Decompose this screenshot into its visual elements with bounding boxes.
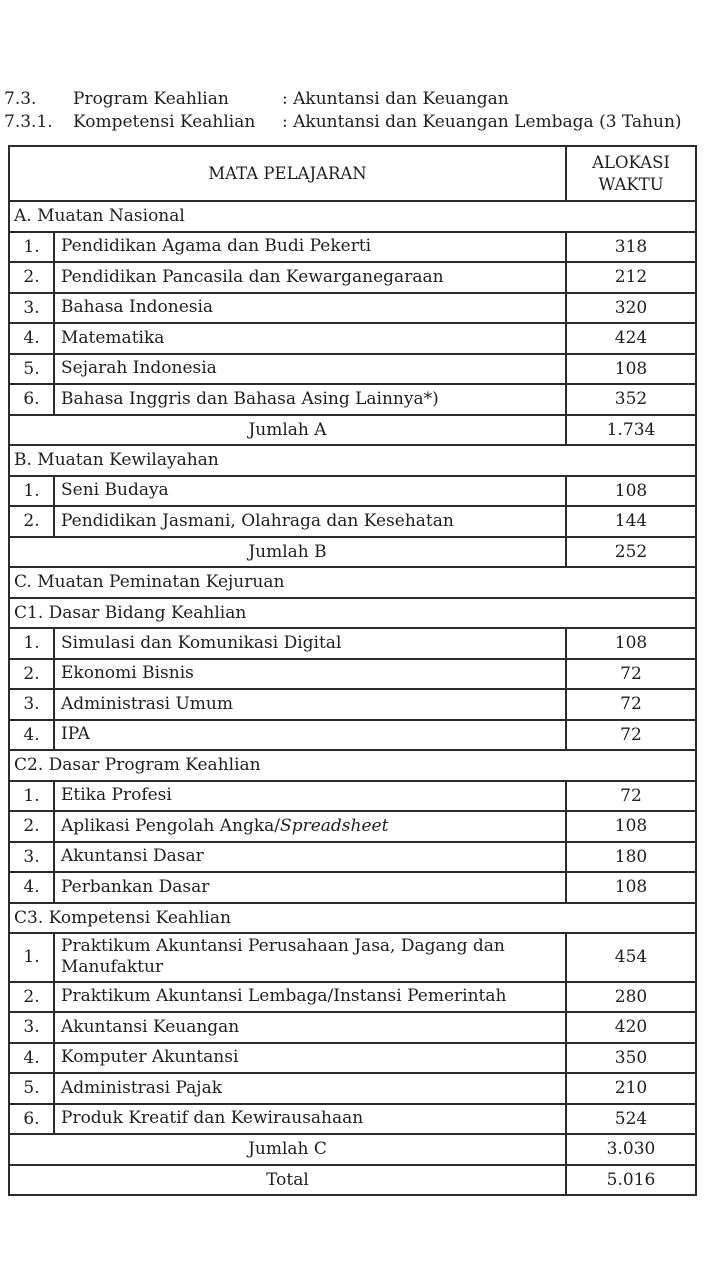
header-hours-text: ALOKASI WAKTU	[592, 153, 670, 194]
table-row	[10, 719, 695, 750]
row-subject: Praktikum Akuntansi Lembaga/Instansi Pemerintah	[61, 986, 507, 1007]
row-hours: 108	[565, 873, 695, 902]
section-title: A. Muatan Nasional	[14, 206, 185, 227]
section-row-c3	[10, 902, 695, 933]
row-subject: Bahasa Indonesia	[61, 297, 214, 318]
row-hours: 72	[565, 690, 695, 719]
row-number: 4.	[10, 324, 55, 353]
row-number: 2.	[10, 263, 55, 292]
row-subject: Bahasa Inggris dan Bahasa Asing Lainnya*)	[61, 388, 439, 409]
section-title: C1. Dasar Bidang Keahlian	[14, 602, 247, 623]
table-header-row	[10, 147, 695, 200]
row-hours: 318	[565, 233, 695, 262]
row-subject: Seni Budaya	[61, 480, 169, 501]
section-title: C2. Dasar Program Keahlian	[14, 755, 261, 776]
document-heading	[4, 88, 704, 134]
row-hours: 454	[565, 934, 695, 981]
row-subject: Pendidikan Jasmani, Olahraga dan Kesehatan	[61, 510, 454, 531]
row-hours: 280	[565, 983, 695, 1012]
table-row	[10, 322, 695, 353]
row-subject: Simulasi dan Komunikasi Digital	[61, 632, 342, 653]
table-row	[10, 1103, 695, 1134]
row-hours: 420	[565, 1013, 695, 1042]
table-row	[10, 1042, 695, 1073]
header-hours-cell	[565, 147, 695, 200]
section-row-c	[10, 566, 695, 597]
table-row	[10, 841, 695, 872]
grand-total-value: 5.016	[565, 1166, 695, 1195]
section-title: C. Muatan Peminatan Kejuruan	[14, 572, 285, 593]
row-subject: Pendidikan Agama dan Budi Pekerti	[61, 236, 372, 257]
heading-line-kompetensi-keahlian	[4, 111, 704, 134]
row-hours: 72	[565, 782, 695, 811]
row-subject: Aplikasi Pengolah Angka/ Spreadsheet	[61, 815, 389, 836]
row-hours: 108	[565, 812, 695, 841]
row-number: 4.	[10, 1044, 55, 1073]
table-row	[10, 780, 695, 811]
row-number: 3.	[10, 294, 55, 323]
row-number: 2.	[10, 507, 55, 536]
row-subject: Perbankan Dasar	[61, 876, 210, 897]
row-number: 2.	[10, 812, 55, 841]
row-hours: 108	[565, 355, 695, 384]
subtotal-label: Jumlah A	[248, 419, 327, 440]
subtotal-value: 252	[565, 538, 695, 567]
table-row	[10, 871, 695, 902]
row-number: 1.	[10, 782, 55, 811]
row-subject: Praktikum Akuntansi Perusahaan Jasa, Dagang dan Manufaktur	[61, 936, 505, 978]
row-hours: 210	[565, 1074, 695, 1103]
row-number: 3.	[10, 843, 55, 872]
section-row-a	[10, 200, 695, 231]
subtotal-label: Jumlah C	[248, 1139, 327, 1160]
row-number: 1.	[10, 934, 55, 981]
row-subject: Komputer Akuntansi	[61, 1047, 239, 1068]
subtotal-row-b	[10, 536, 695, 567]
row-number: 3.	[10, 1013, 55, 1042]
table-row	[10, 231, 695, 262]
row-number: 2.	[10, 660, 55, 689]
row-hours: 144	[565, 507, 695, 536]
row-number: 1.	[10, 477, 55, 506]
subtotal-row-c	[10, 1133, 695, 1164]
table-row	[10, 688, 695, 719]
row-number: 4.	[10, 873, 55, 902]
table-row	[10, 658, 695, 689]
row-hours: 108	[565, 477, 695, 506]
row-hours: 352	[565, 385, 695, 414]
heading-value: : Akuntansi dan Keuangan Lembaga (3 Tahun)	[282, 112, 682, 132]
heading-value: : Akuntansi dan Keuangan	[282, 89, 509, 109]
heading-line-program-keahlian	[4, 88, 704, 111]
table-row	[10, 505, 695, 536]
row-subject: Matematika	[61, 327, 165, 348]
table-row	[10, 1072, 695, 1103]
row-subject: Sejarah Indonesia	[61, 358, 217, 379]
row-hours: 72	[565, 721, 695, 750]
row-number: 6.	[10, 385, 55, 414]
heading-label: Program Keahlian	[73, 89, 229, 109]
section-row-b	[10, 444, 695, 475]
header-subject-cell: MATA PELAJARAN	[208, 163, 367, 183]
grand-total-row	[10, 1164, 695, 1195]
section-title: C3. Kompetensi Keahlian	[14, 907, 231, 928]
section-title: B. Muatan Kewilayahan	[14, 450, 219, 471]
row-hours: 212	[565, 263, 695, 292]
section-row-c2	[10, 749, 695, 780]
section-row-c1	[10, 597, 695, 628]
curriculum-table	[8, 145, 697, 1196]
row-number: 3.	[10, 690, 55, 719]
row-number: 1.	[10, 629, 55, 658]
table-row	[10, 1011, 695, 1042]
subtotal-label: Jumlah B	[248, 541, 327, 562]
row-subject-italic: Spreadsheet	[280, 815, 389, 836]
row-subject: Administrasi Umum	[61, 693, 234, 714]
subtotal-value: 3.030	[565, 1135, 695, 1164]
row-number: 5.	[10, 355, 55, 384]
heading-label: Kompetensi Keahlian	[73, 112, 256, 132]
row-subject: Ekonomi Bisnis	[61, 663, 194, 684]
table-row	[10, 475, 695, 506]
table-row	[10, 353, 695, 384]
row-hours: 350	[565, 1044, 695, 1073]
row-number: 1.	[10, 233, 55, 262]
row-hours: 424	[565, 324, 695, 353]
row-subject: Akuntansi Keuangan	[61, 1016, 240, 1037]
row-hours: 108	[565, 629, 695, 658]
table-row	[10, 383, 695, 414]
heading-number: 7.3.	[4, 89, 37, 109]
row-subject: IPA	[61, 724, 90, 745]
row-subject: Akuntansi Dasar	[61, 846, 204, 867]
table-row	[10, 981, 695, 1012]
subtotal-value: 1.734	[565, 416, 695, 445]
row-hours: 72	[565, 660, 695, 689]
table-row	[10, 932, 695, 981]
row-subject: Etika Profesi	[61, 785, 172, 806]
row-hours: 524	[565, 1105, 695, 1134]
row-subject: Administrasi Pajak	[61, 1077, 223, 1098]
row-hours: 180	[565, 843, 695, 872]
table-row	[10, 810, 695, 841]
table-row	[10, 627, 695, 658]
row-number: 5.	[10, 1074, 55, 1103]
row-number: 2.	[10, 983, 55, 1012]
table-row	[10, 261, 695, 292]
table-row	[10, 292, 695, 323]
heading-number: 7.3.1.	[4, 112, 53, 132]
grand-total-label: Total	[266, 1169, 309, 1190]
row-number: 4.	[10, 721, 55, 750]
row-subject: Produk Kreatif dan Kewirausahaan	[61, 1108, 364, 1129]
row-hours: 320	[565, 294, 695, 323]
subtotal-row-a	[10, 414, 695, 445]
row-subject: Pendidikan Pancasila dan Kewarganegaraan	[61, 266, 444, 287]
row-number: 6.	[10, 1105, 55, 1134]
